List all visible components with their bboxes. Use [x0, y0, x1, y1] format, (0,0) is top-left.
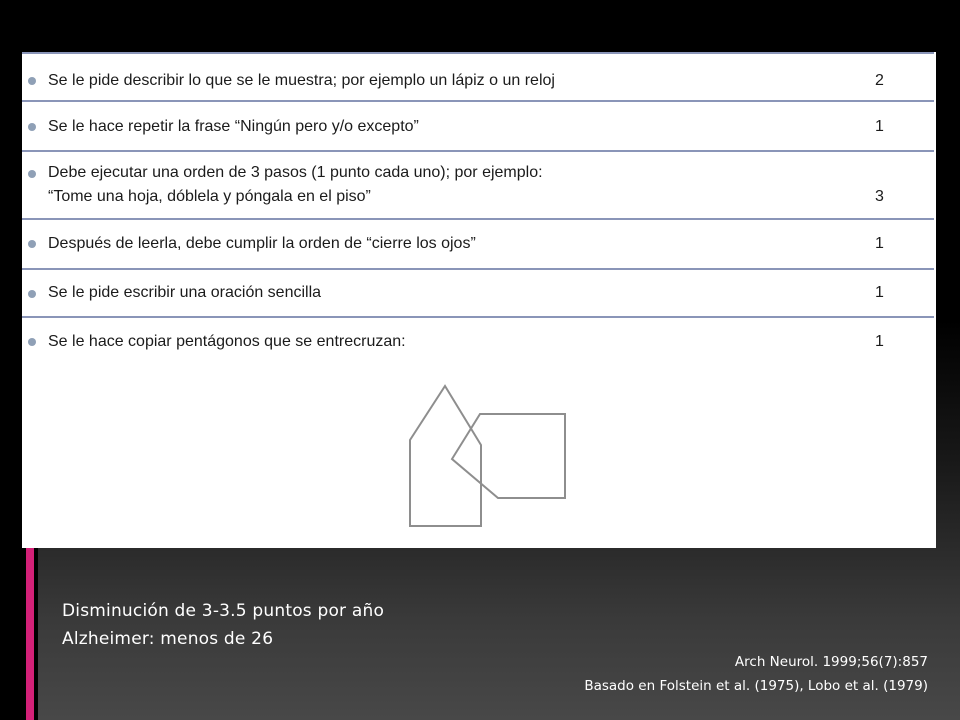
- note-decline: Disminución de 3-3.5 puntos por año: [62, 601, 385, 621]
- item-score: 1: [875, 118, 884, 135]
- item-text: Se le hace copiar pentágonos que se entrecruzan:: [48, 333, 406, 350]
- note-alzheimer: Alzheimer: menos de 26: [62, 629, 274, 649]
- accent-bar: [26, 548, 34, 720]
- table-image: [22, 52, 936, 548]
- item-score: 2: [875, 72, 884, 89]
- item-text: Se le pide describir lo que se le muestra; por ejemplo un lápiz o un reloj: [48, 72, 555, 89]
- reference-journal: Arch Neurol. 1999;56(7):857: [734, 654, 928, 670]
- pentagon-left: [410, 386, 481, 526]
- item-score: 1: [875, 284, 884, 301]
- intersecting-pentagons-figure: [22, 52, 936, 548]
- item-text-continued: “Tome una hoja, dóblela y póngala en el piso”: [48, 188, 371, 205]
- reference-source: Basado en Folstein et al. (1975), Lobo et al. (1979): [584, 678, 928, 694]
- item-text: Se le hace repetir la frase “Ningún pero y/o excepto”: [48, 118, 419, 135]
- item-text: Se le pide escribir una oración sencilla: [48, 284, 322, 301]
- item-score: 1: [875, 333, 884, 350]
- item-text: Debe ejecutar una orden de 3 pasos (1 punto cada uno); por ejemplo:: [48, 164, 543, 181]
- item-text: Después de leerla, debe cumplir la orden de “cierre los ojos”: [48, 235, 476, 252]
- item-score: 1: [875, 235, 884, 252]
- item-score: 3: [875, 188, 884, 205]
